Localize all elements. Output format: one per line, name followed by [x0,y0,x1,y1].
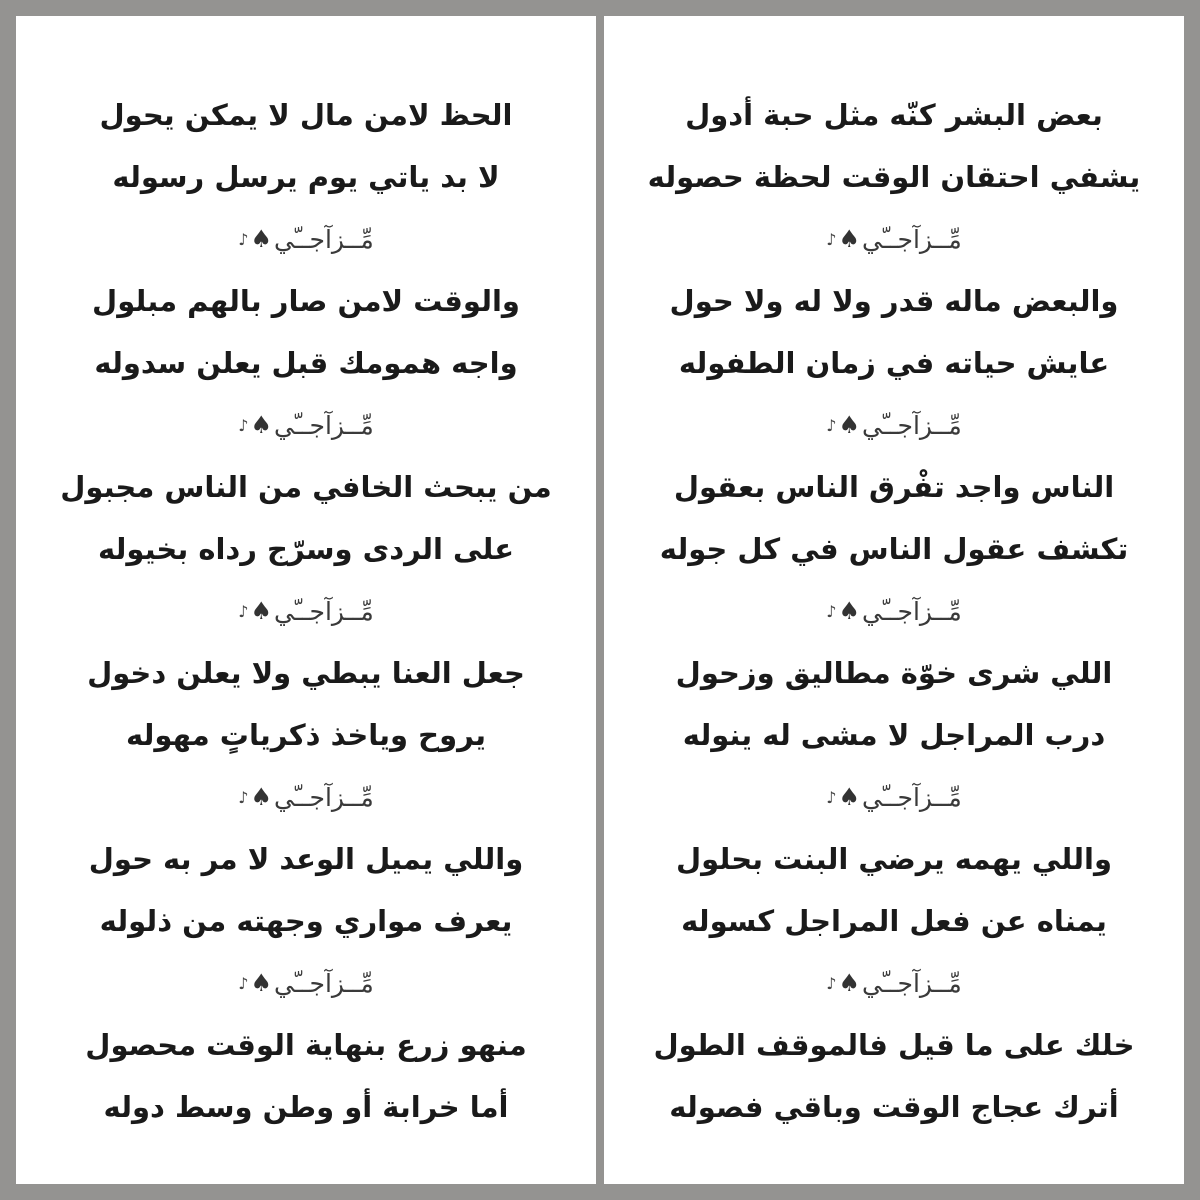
stanza-separator [604,952,1184,1014]
music-note-icon: ♪ [238,229,249,249]
poem-verse-line: يمناه عن فعل المراجل كسوله [681,904,1107,938]
separator-signature: مِّــزآجــّي [274,410,374,440]
poem-verse-line: الحظ لامن مال لا يمكن يحول [99,98,513,132]
separator-signature: مِّــزآجــّي [862,596,962,626]
music-note-icon: ♪ [826,973,837,993]
poem-verse-line: أترك عجاج الوقت وباقي فصوله [669,1090,1119,1124]
poem-verse-line: درب المراجل لا مشى له ينوله [682,718,1106,752]
separator-signature: مِّــزآجــّي [274,968,374,998]
poem-verse-line: بعض البشر كنّه مثل حبة أدول [685,98,1103,132]
music-note-icon: ♪ [238,973,249,993]
poem-verse-line: والبعض ماله قدر ولا له ولا حول [669,284,1119,318]
poem-verse-line: على الردى وسرّج رداه بخيوله [97,532,515,566]
poem-verse-line: اللي شرى خوّة مطاليق وزحول [675,656,1113,690]
poem-verse-line: منهو زرع بنهاية الوقت محصول [85,1028,527,1062]
stanza-separator [16,394,596,456]
poem-verse-line: يعرف مواري وجهته من ذلوله [99,904,513,938]
poem-panel-right [604,16,1184,1184]
music-note-icon: ♪ [826,601,837,621]
spade-icon: ♠ [250,411,272,439]
separator-signature: مِّــزآجــّي [862,224,962,254]
spade-icon: ♠ [250,969,272,997]
stanza-separator [604,580,1184,642]
music-note-icon: ♪ [826,787,837,807]
spade-icon: ♠ [838,969,860,997]
stanza-separator [604,766,1184,828]
poem-panel-left [16,16,596,1184]
separator-signature: مِّــزآجــّي [274,596,374,626]
poem-verse-line: أما خرابة أو وطن وسط دوله [103,1090,509,1124]
separator-signature: مِّــزآجــّي [274,224,374,254]
spade-icon: ♠ [838,225,860,253]
spade-icon: ♠ [250,783,272,811]
separator-signature: مِّــزآجــّي [862,782,962,812]
poem-verse-line: واجه همومك قبل يعلن سدوله [94,346,518,380]
spade-icon: ♠ [838,411,860,439]
music-note-icon: ♪ [238,601,249,621]
separator-signature: مِّــزآجــّي [862,410,962,440]
poem-verse-line: واللي يميل الوعد لا مر به حول [88,842,524,876]
poem-verse-line: عايش حياته في زمان الطفوله [678,346,1110,380]
poem-verse-line: لا بد ياتي يوم يرسل رسوله [112,160,500,194]
poem-verse-line: خلك على ما قيل فالموقف الطول [653,1028,1135,1062]
stanza-separator [16,580,596,642]
spade-icon: ♠ [250,225,272,253]
poem-verse-line: يروح وياخذ ذكرياتٍ مهوله [125,718,487,752]
poem-verse-line: والوقت لامن صار بالهم مبلول [92,284,520,318]
poem-verse-line: تكشف عقول الناس في كل جوله [659,532,1129,566]
stanza-separator [16,766,596,828]
separator-signature: مِّــزآجــّي [274,782,374,812]
stanza-separator [604,208,1184,270]
spade-icon: ♠ [838,783,860,811]
spade-icon: ♠ [838,597,860,625]
poem-verse-line: يشفي احتقان الوقت لحظة حصوله [647,160,1141,194]
spade-icon: ♠ [250,597,272,625]
music-note-icon: ♪ [238,787,249,807]
music-note-icon: ♪ [826,415,837,435]
poem-verse-line: جعل العنا يبطي ولا يعلن دخول [87,656,525,690]
stanza-separator [16,208,596,270]
music-note-icon: ♪ [826,229,837,249]
music-note-icon: ♪ [238,415,249,435]
stanza-separator [604,394,1184,456]
poem-verse-line: من يبحث الخافي من الناس مجبول [60,470,552,504]
separator-signature: مِّــزآجــّي [862,968,962,998]
stanza-separator [16,952,596,1014]
poem-verse-line: واللي يهمه يرضي البنت بحلول [676,842,1112,876]
poem-verse-line: الناس واجد تفْرق الناس بعقول [673,470,1115,504]
